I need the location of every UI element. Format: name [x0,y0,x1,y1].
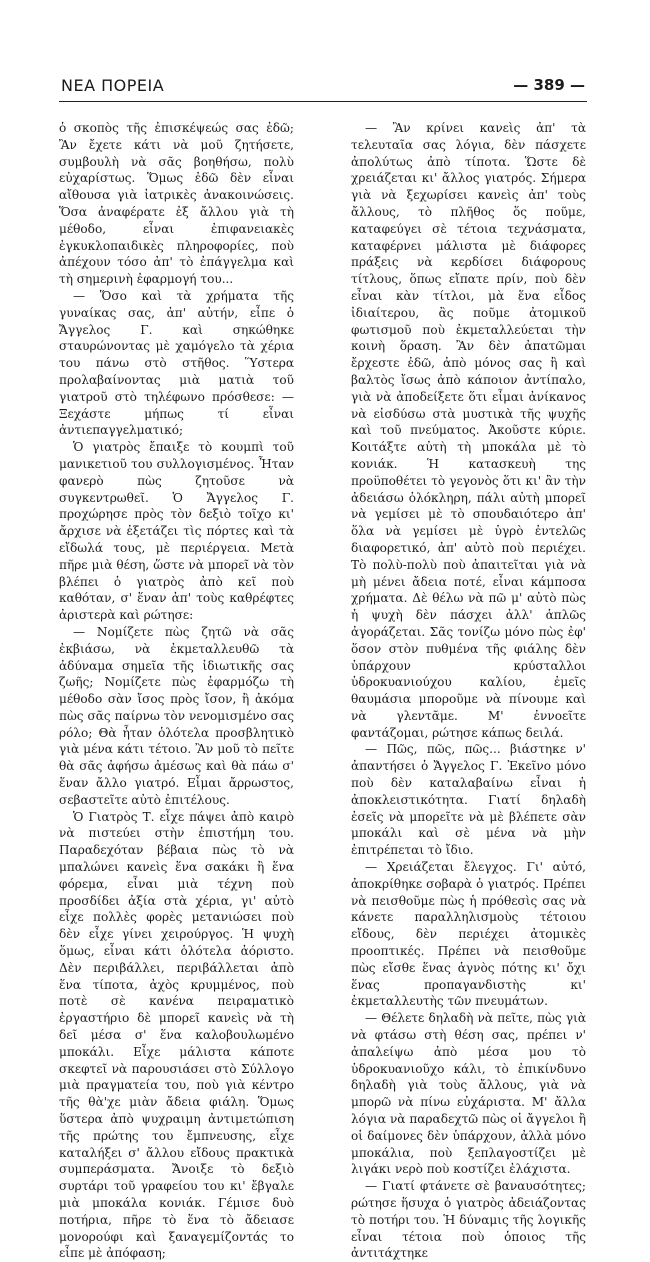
paragraph: — Θέλετε δηλαδὴ νὰ πεῖτε, πὼς γιὰ νὰ φτάσω στὴ θέση σας, πρέπει ν' ἀπαλείψω ἀπὸ μέσα μου τὸ ὑδροκυανιοῦχο κάλι, τὸ ἐπικίνδυνο δηλαδὴ γιὰ τοὺς ἄλλους, γιὰ νὰ μπορῶ νὰ πίνω εὐχάριστα. Μ' ἄλλα λόγια νὰ παραδεχτῶ πὼς οἱ ἄγγελοι ἢ οἱ δαίμονες δὲν ὑπάρχουν, ἀλλὰ μόνο μποκάλια, ποὺ ξεπλαγοστίζει μὲ λιγάκι νερὸ ποὺ κοστίζει ἐλάχιστα. [351,1011,586,1177]
paragraph: — Νομίζετε πὼς ζητῶ νὰ σᾶς ἐκβιάσω, νὰ ἐκμεταλλευθῶ τὰ ἀδύναμα σημεῖα τῆς ἰδιωτικῆς σας ζωῆς; Νομίζετε πὼς ἐφαρμόζω τὴ μέθοδο σὰν ἴσος πρὸς ἴσον, ἢ ἀκόμα πὼς σᾶς παίρνω τὸν νενομισμένο σας ρόλο; Θὰ ἦταν ὁλότελα προσβλητικὸ γιὰ μένα κάτι τέτοιο. Ἂν μοῦ τὸ πεῖτε θὰ σᾶς ἀφήσω ἀμέσως καὶ θὰ πάω σ' ἕναν ἄλλο γιατρό. Εἶμαι ἄρρωστος, σεβαστεῖτε αὐτὸ ἐπιτέλους. [59,624,294,807]
page-number: — 389 — [513,76,585,94]
paragraph: — Γιατί φτάνετε σὲ βαναυσότητες; ρώτησε ἥσυχα ὁ γιατρὸς ἀδειάζοντας τὸ ποτήρι του. Ἡ δύναμις τῆς λογικῆς εἶναι τέτοια ποὺ ὁποιος τῆς ἀντιτάχτηκε [351,1179,586,1261]
paragraph: ὁ σκοπὸς τῆς ἐπισκέψεώς σας ἐδῶ; Ἂν ἔχετε κάτι νὰ μοῦ ζητήσετε, συμβουλὴ νὰ σᾶς βοηθήσω, πολὺ εὐχαρίστως. Ὅμως ἐδῶ δὲν εἶναι αἴθουσα γιὰ ἰατρικὲς ἀνακοινώσεις. Ὅσα ἀναφέρατε ἐξ ἄλλου γιὰ τὴ μέθοδο, εἶναι ἐπιφανειακὲς ἐγκυκλοπαιδικὲς πληροφορίες, ποὺ ἀπέχουν τόσο ἀπ' τὸ ἐπάγγελμα καὶ τὴ σημερινὴ ἐφαρμογή του... [59,121,294,287]
paragraph: Ὁ Γιατρὸς Τ. εἶχε πάψει ἀπὸ καιρὸ νὰ πιστεύει στὴν ἐπιστήμη του. Παραδεχόταν βέβαια πὼς τὸ νὰ μπαλώνει κανεὶς ἕνα σακάκι ἢ ἕνα φόρεμα, εἶναι μιὰ τέχνη ποὺ προσδίδει ἀξία στὰ χέρια, γι' αὐτὸ εἶχε πολλὲς φορὲς μετανιώσει ποὺ δὲν εἶχε γίνει χειρούργος. Ἡ ψυχὴ ὅμως, εἶναι κάτι ὁλότελα ἀόριστο. Δὲν περιβάλλει, περιβάλλεται ἀπὸ ἕνα τίποτα, ἀχὸς κρυμμένος, ποὺ ποτὲ σὲ κανένα πειραματικὸ ἐργαστήριο δὲ μπορεῖ κανεὶς νὰ τὴ δεῖ μέσα σ' ἕνα καλοβουλωμένο μποκάλι. Εἶχε μάλιστα κάποτε σκεφτεῖ νὰ παρουσιάσει στὸ Σύλλογο μιὰ πραγματεία του, ποὺ γιὰ κέντρο τῆς θὰ'χε μιὰν ἄδεια φιάλη. Ὅμως ὕστερα ἀπὸ ψυχραιμη ἀντιμετώπιση τῆς πρώτης του ἔμπνευσης, εἶχε καταλήξει σ' ἄλλου εἴδους πρακτικὰ συμπεράσματα. Ἄνοιξε τὸ δεξιὸ συρτάρι τοῦ γραφείου του κι' ἔβγαλε μιὰ μποκάλα κονιάκ. Γέμισε δυὸ ποτήρια, πῆρε τὸ ἕνα τὸ ἄδειασε μονορούφι καὶ ξαναγεμίζοντάς το εἶπε μὲ ἀπόφαση; [59,809,294,1261]
paragraph: — Πῶς, πῶς, πῶς... βιάστηκε ν' ἀπαντήσει ὁ Ἄγγελος Γ. Ἐκεῖνο μόνο ποὺ δὲν καταλαβαίνω εἶναι ἡ ἀποκλειστικότητα. Γιατί δηλαδὴ ἐσεῖς νὰ μπορεῖτε νὰ μὲ βλέπετε σὰν μποκάλι καὶ σὲ μένα νὰ μὴν ἐπιτρέπεται τὸ ἴδιο. [351,742,586,858]
left-column [59,120,294,1261]
running-header [59,76,587,100]
paragraph: Ὁ γιατρὸς ἔπαιξε τὸ κουμπὶ τοῦ μανικετιοῦ του συλλογισμένος. Ἦταν φανερὸ πὼς ζητοῦσε νὰ συγκεντρωθεῖ. Ὁ Ἄγγελος Γ. προχώρησε πρὸς τὸν δεξιὸ τοῖχο κι' ἄρχισε νὰ ἐξετάζει τὶς πόρτες καὶ τὰ εἴδωλά τους, μὲ περιέργεια. Μετὰ πῆρε μιὰ θέση, ὥστε νὰ μπορεῖ νὰ τὸν βλέπει ὁ γιατρὸς ἀπὸ κεῖ ποὺ καθόταν, σ' ἕναν ἀπ' τοὺς καθρέφτες ἀριστερὰ καὶ ρώτησε: [59,440,294,623]
paragraph: — Ἂν κρίνει κανεὶς ἀπ' τὰ τελευταῖα σας λόγια, δὲν πάσχετε ἀπολύτως ἀπὸ τίποτα. Ὥστε δὲ χρειάζεται κι' ἄλλος γιατρός. Σήμερα γιὰ νὰ ξεχωρίσει κανεὶς ἀπ' τοὺς ἄλλους, τὸ πλῆθος ὅς ποῦμε, καταφεύγει σὲ τέτοια τεχνάσματα, καταφέρνει μάλιστα μὲ διάφορες πράξεις νὰ κερδίσει διάφορους τίτλους, ὅπως εἴπατε πρίν, ποὺ δὲν εἶναι κὰν τίτλοι, μὰ ἕνα εἶδος ἰδιαίτερου, ἂς ποῦμε ἀτομικοῦ φωτισμοῦ ποὺ ἐκμεταλλεύεται τὴν κοινὴ ὅραση. Ἂν δὲν ἀπατῶμαι ἔρχεστε ἐδῶ, ἀπὸ μόνος σας ἢ καὶ βαλτὸς ἴσως ἀπὸ κάποιον ἀντίπαλο, γιὰ νὰ ἀποδείξετε ὅτι εἶμαι ἀνίκανος νὰ εἰσδύσω στὰ μυστικὰ τῆς ψυχῆς καὶ τοῦ πνεύματος. Ἀκοῦστε κύριε. Κοιτάξτε αὐτὴ τὴ μποκάλα μὲ τὸ κονιάκ. Ἡ κατασκευὴ της προϋποθέτει τὸ γεγονὸς ὅτι κι' ἂν τὴν ἀδειάσω ὁλόκληρη, πάλι αὐτὴ μπορεῖ νὰ γεμίσει μὲ τὸ σπουδαιότερο ἀπ' ὅλα νὰ γεμίσει μὲ ὑγρὸ ἐντελῶς διαφορετικό, ἀπ' αὐτὸ ποὺ περιέχει. Τὸ πολὺ-πολὺ ποὺ ἀπαιτεῖται γιὰ νὰ μὴ μένει ἄδεια ποτέ, εἶναι κάμποσα χρήματα. Δὲ θέλω νὰ πῶ μ' αὐτὸ πὼς ἡ ψυχὴ δὲν πάσχει ἀλλ' ἁπλῶς ἀγοράζεται. Σᾶς τονίζω μόνο πὼς ἐφ' ὅσον στὸν πυθμένα τῆς φιάλης δὲν ὑπάρχουν κρύσταλλοι ὑδροκυανιούχου καλίου, ἐμεῖς θαυμάσια μποροῦμε νὰ πίνουμε καὶ νὰ γλεντᾶμε. Μ' ἐννοεῖτε φαντάζομαι, ρώτησε κάπως δειλά. [351,121,586,740]
paragraph: — Χρειάζεται ἔλεγχος. Γι' αὐτό, ἀποκρίθηκε σοβαρὰ ὁ γιατρός. Πρέπει νὰ πεισθοῦμε πὼς ἡ πρόθεσὶς σας νὰ κάνετε παραλληλισμοὺς τέτοιου εἴδους, δὲν περιέχει ἀτομικὲς προοπτικές. Πρέπει νὰ πεισθοῦμε πὼς εἴσθε ἕνας ἁγνὸς πότης κι' ὄχι ἕνας προπαγανδιστὴς κι' ἐκμεταλλευτὴς τῶν πνευμάτων. [351,860,586,1009]
header-rule [59,101,587,102]
right-column [351,120,586,1261]
paragraph: — Ὅσο καὶ τὰ χρήματα τῆς γυναίκας σας, ἀπ' αὐτήν, εἶπε ὁ Ἄγγελος Γ. καὶ σηκώθηκε σταυρώνοντας μὲ χαμόγελο τὰ χέρια του πάνω στὸ στῆθος. Ὕστερα προλαβαίνοντας μιὰ ματιὰ τοῦ γιατροῦ στὸ τηλέφωνο πρόσθεσε: — Ξεχάστε μήπως τί εἶναι ἀντιεπαγγελματικό; [59,288,294,438]
journal-title: ΝΕΑ ΠΟΡΕΙΑ [61,76,165,95]
